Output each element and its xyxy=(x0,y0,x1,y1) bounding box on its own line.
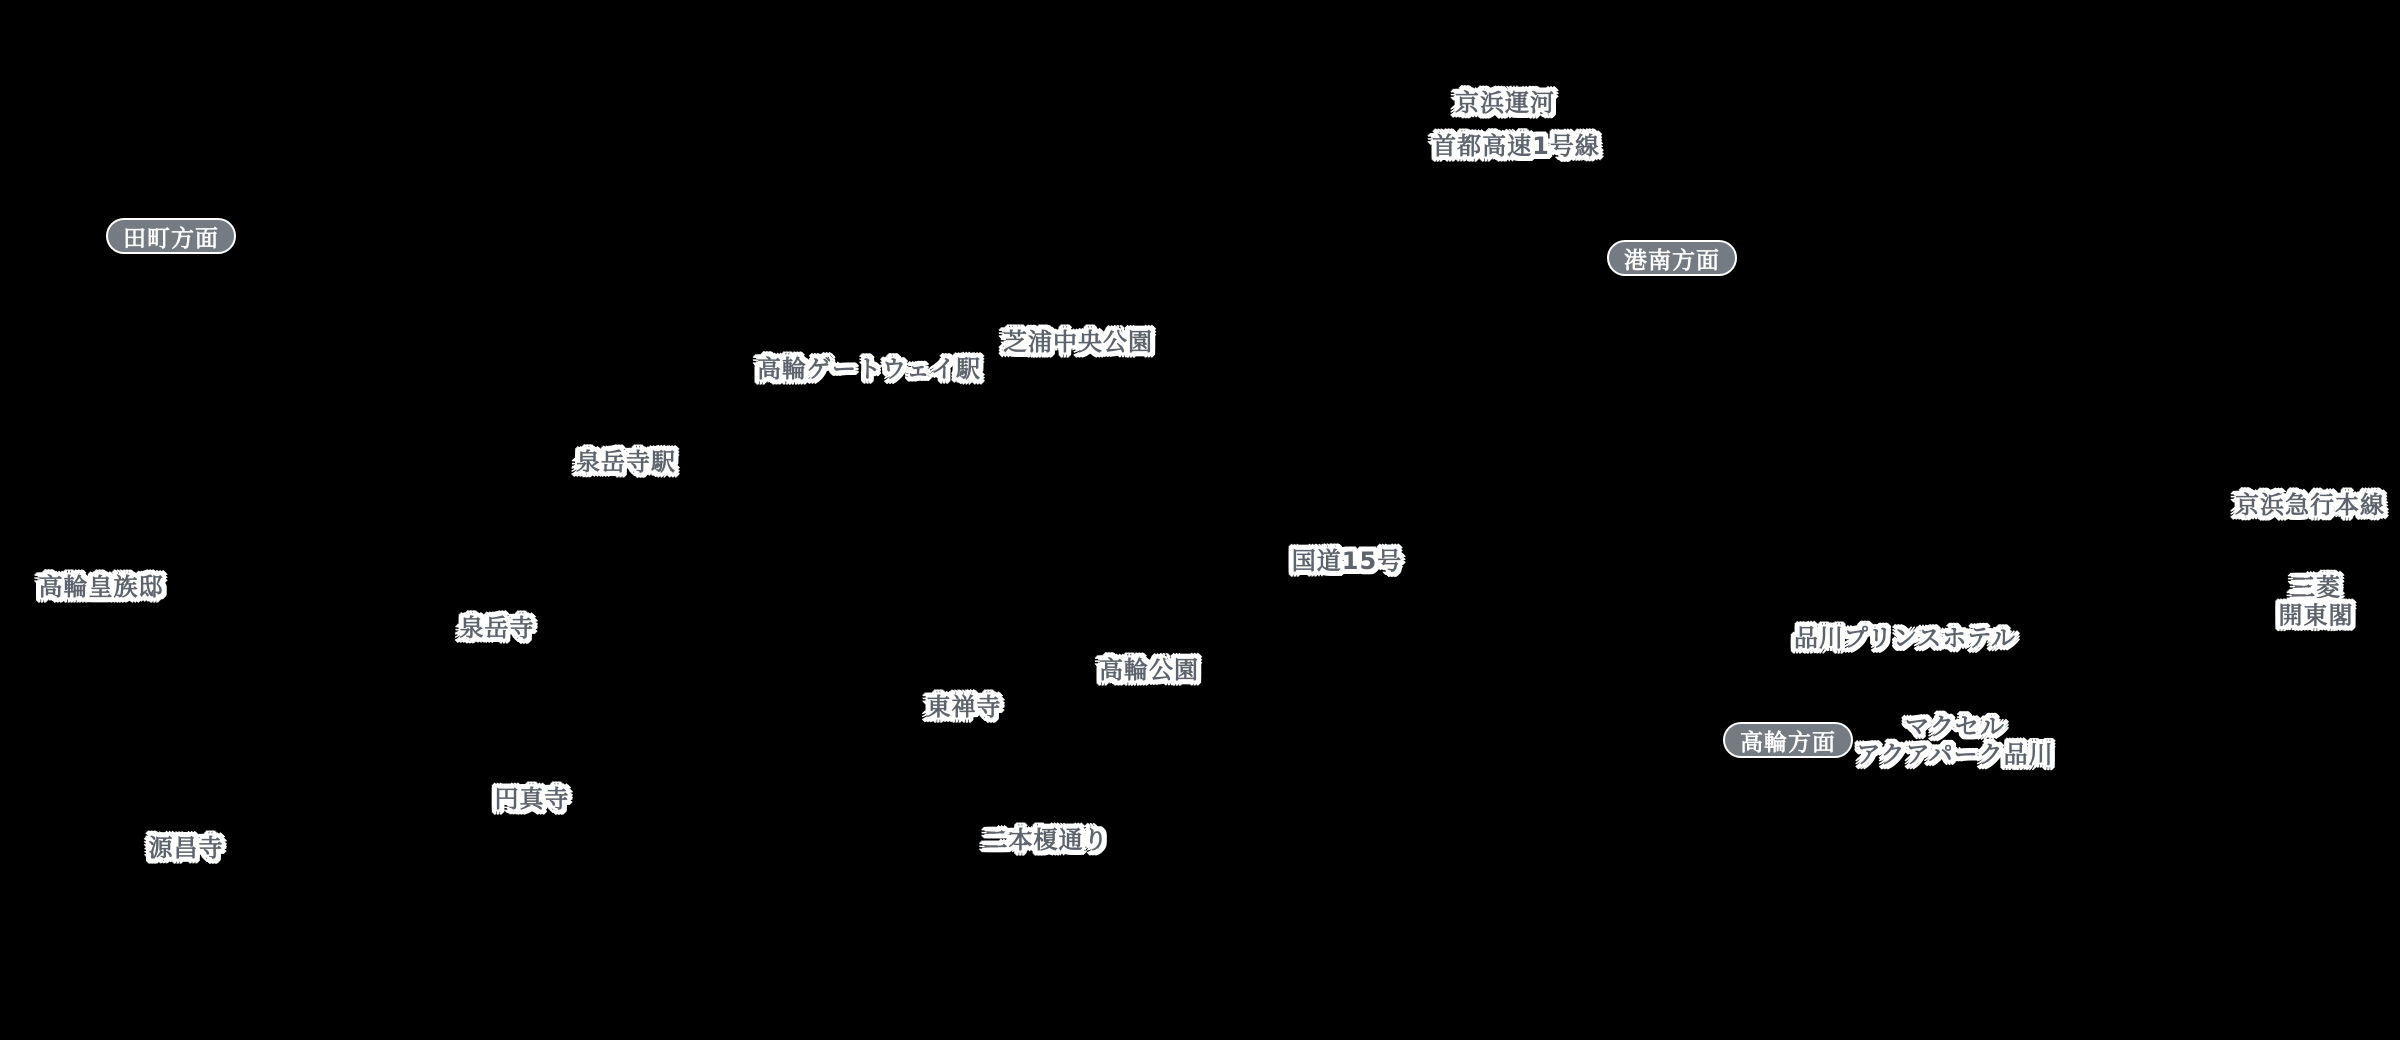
direction-badge-tamachi: 田町方面 xyxy=(106,218,236,254)
label-line: 高輪公園 xyxy=(1099,655,1199,684)
label-line: 高輪皇族邸 xyxy=(38,572,164,601)
label-line: 品川プリンスホテル xyxy=(1793,623,2017,652)
label-line: 東禅寺 xyxy=(926,692,1002,721)
label-line: 源昌寺 xyxy=(148,833,224,862)
label-line: 高輪ゲートウェイ駅 xyxy=(756,354,982,383)
direction-badge-konan: 港南方面 xyxy=(1607,240,1737,276)
direction-badge-takanawa: 高輪方面 xyxy=(1723,722,1853,758)
label-nihon-enoki-dori xyxy=(984,826,1109,854)
label-line: 京浜運河 xyxy=(1455,88,1555,117)
label-line: 円真寺 xyxy=(494,784,570,813)
label-shinagawa-prince-hotel[interactable] xyxy=(1794,624,2016,652)
label-takanawa-park[interactable] xyxy=(1099,656,1199,684)
label-line: アクアパーク品川 xyxy=(1856,741,2054,769)
label-mitsubishi-kaitokaku[interactable] xyxy=(2279,574,2354,631)
label-shuto-expressway-no1 xyxy=(1432,132,1600,160)
label-tozenji-temple[interactable] xyxy=(927,693,1002,721)
label-line: 開東閣 xyxy=(2278,602,2354,630)
label-sengakuji-temple[interactable] xyxy=(460,614,535,642)
label-takanawa-gateway-station[interactable] xyxy=(757,355,981,383)
label-line: 二本榎通り xyxy=(983,825,1109,854)
label-sengakuji-station[interactable] xyxy=(576,448,676,476)
label-line: 泉岳寺 xyxy=(459,613,535,642)
label-line: 国道15号 xyxy=(1291,546,1403,575)
label-line: 芝浦中央公園 xyxy=(1003,327,1153,356)
label-keihin-canal xyxy=(1455,89,1555,117)
label-line: マクセル xyxy=(1905,712,2005,741)
label-takanawa-imperial-residence[interactable] xyxy=(39,573,164,601)
label-line: 三菱 xyxy=(2291,573,2341,602)
label-line: 京浜急行本線 xyxy=(2235,490,2385,519)
label-keihin-kyuko-main-line xyxy=(2235,491,2385,519)
label-enshinji-temple[interactable] xyxy=(495,785,570,813)
label-route-15 xyxy=(1292,547,1402,575)
label-line: 首都高速1号線 xyxy=(1432,131,1600,160)
label-maxell-aqua-park-shinagawa[interactable] xyxy=(1856,713,2053,770)
label-genshoji-temple[interactable] xyxy=(149,834,224,862)
label-line: 泉岳寺駅 xyxy=(576,447,676,476)
label-shibaura-central-park[interactable] xyxy=(1003,328,1153,356)
